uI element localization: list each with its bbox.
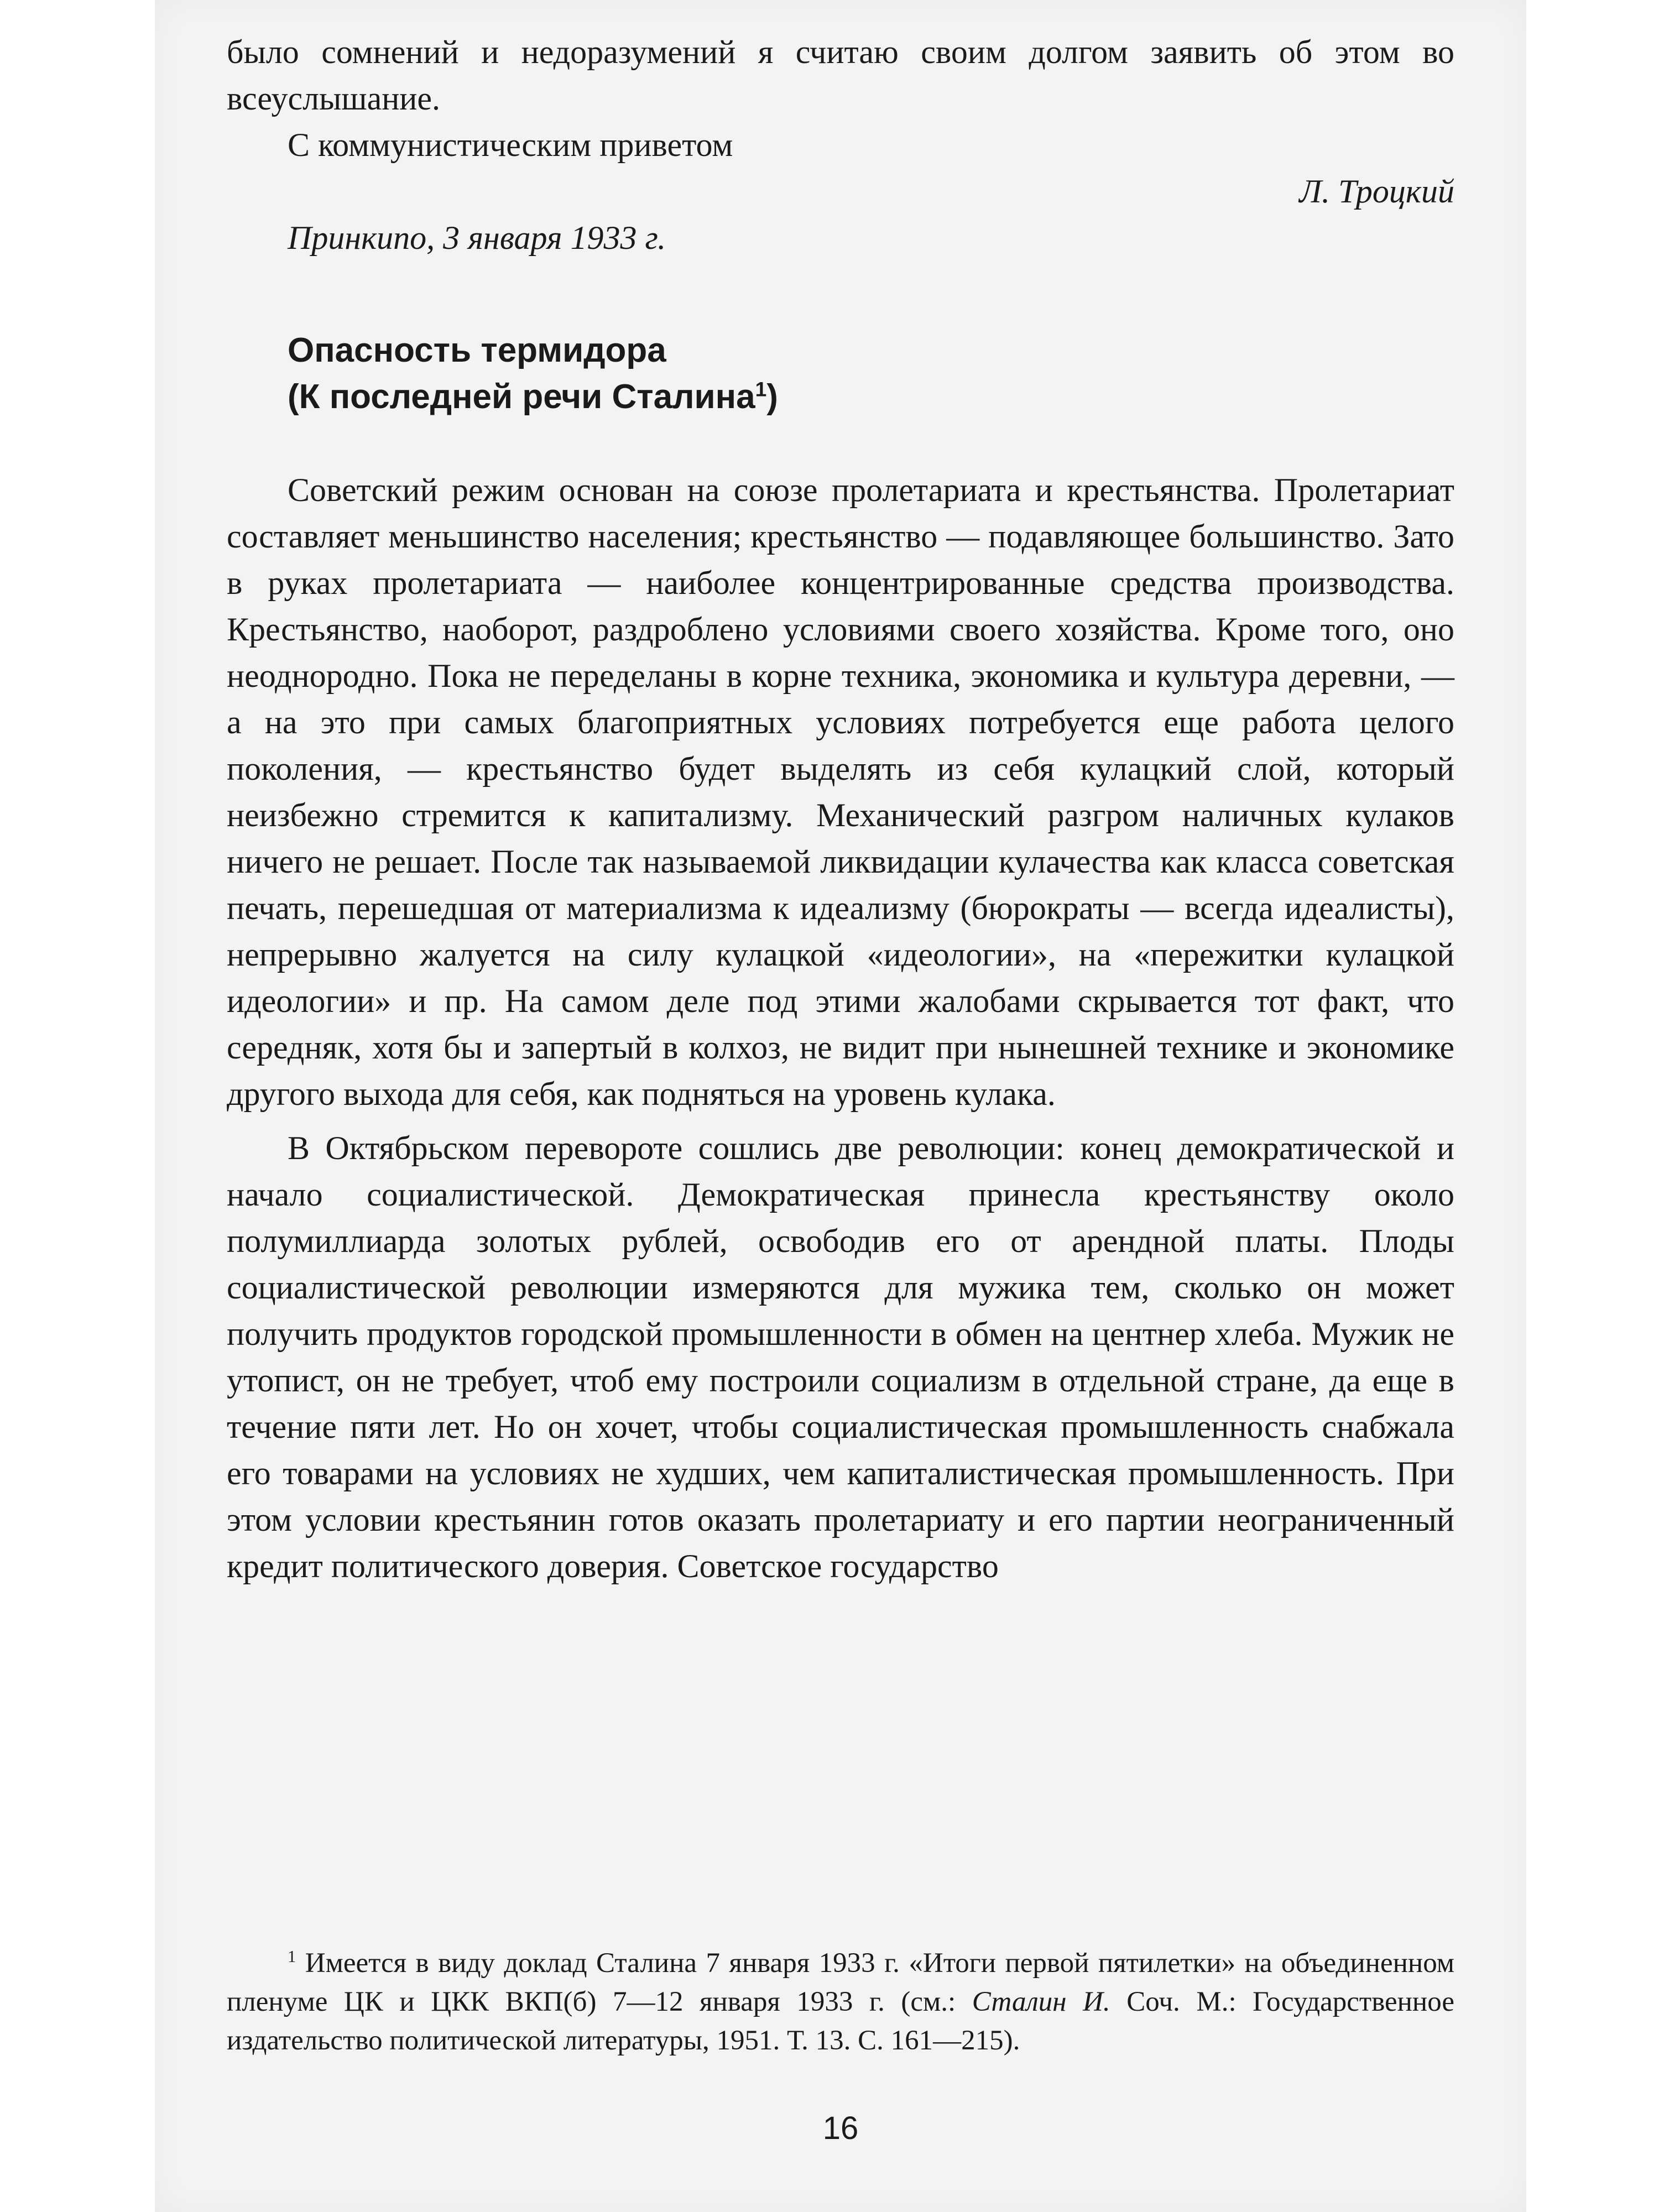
footnote — [227, 1944, 1454, 2060]
letter-signature: Л. Троцкий — [1299, 173, 1454, 210]
book-page — [155, 0, 1526, 2212]
main-text-block — [227, 29, 1454, 1589]
body-paragraph: Советский режим основан на союзе пролетариата и крестьянства. Пролетариат составляет меньшинство населения; крестьянство — подавляющее большинство. Зато в руках пролетариата — наиболее концентрированные средства производства. Крестьянство, наоборот, раздроблено условиями своего хозяйства. Кроме того, оно неоднородно. Пока не переделаны в корне техника, экономика и культура деревни, — а на это при самых благоприятных условиях потребуется еще работа целого поколения, — крестьянство будет выделять из себя кулацкий слой, который неизбежно стремится к капитализму. Механический разгром наличных кулаков ничего не решает. После так называемой ликвидации кулачества как класса советская печать, перешедшая от материализма к идеализму (бюрократы — всегда идеалисты), непрерывно жалуется на силу кулацкой «идеологии», на «пережитки кулацкой идеологии» и пр. На самом деле под этими жалобами скрывается тот факт, что середняк, хотя бы и запертый в колхоз, не видит при нынешней технике и экономике другого выхода для себя, как подняться на уровень кулака. — [227, 472, 1454, 1112]
footnotes — [227, 1944, 1454, 2060]
footnote-text: Имеется в виду доклад Сталина 7 января 1933 г. «Итоги первой пятилетки» на объединенном пленуме ЦК и ЦКК ВКП(б) 7—12 января 1933 г. (см.: — [227, 1948, 1454, 2017]
footnote-number: 1 — [288, 1947, 296, 1966]
article-subtitle-text: (К последней речи Сталина — [288, 378, 755, 416]
body-paragraph: В Октябрьском перевороте сошлись две революции: конец демократической и начало социалистической. Демократическая принесла крестьянству около полумиллиарда золотых рублей, освободив его от арендной платы. Плоды социалистической революции измеряются для мужика тем, сколько он может получить продуктов городской промышленности в обмен на центнер хлеба. Мужик не утопист, он не требует, чтоб ему построили социализм в отдельной стране, да еще в течение пяти лет. Но он хочет, чтобы социалистическая промышленность снабжала его товарами на условиях не худших, чем капиталистическая промышленность. При этом условии крестьянин готов оказать пролетариату и его партии неограниченный кредит политического доверия. Советское государство — [227, 1130, 1454, 1584]
article-title — [227, 327, 1454, 420]
footnote-ref: 1 — [755, 377, 767, 401]
letter-place-date: Принкипо, 3 января 1933 г. — [288, 220, 666, 256]
article-title-line2 — [288, 374, 1454, 420]
article-subtitle-close: ) — [766, 378, 778, 416]
article-title-line1: Опасность термидора — [288, 331, 666, 369]
page-number: 16 — [822, 2110, 859, 2146]
letter-closing-line: было сомнений и недоразумений я считаю своим долгом заявить об этом во всеуслышание. — [227, 34, 1454, 117]
letter-greeting: С коммунистическим приветом — [288, 127, 733, 163]
footnote-author: Сталин И. — [972, 1986, 1110, 2017]
footnote-text-end: Соч. М.: Государственное издательство политической литературы, 1951. Т. 13. С. 161—215). — [227, 1986, 1454, 2056]
